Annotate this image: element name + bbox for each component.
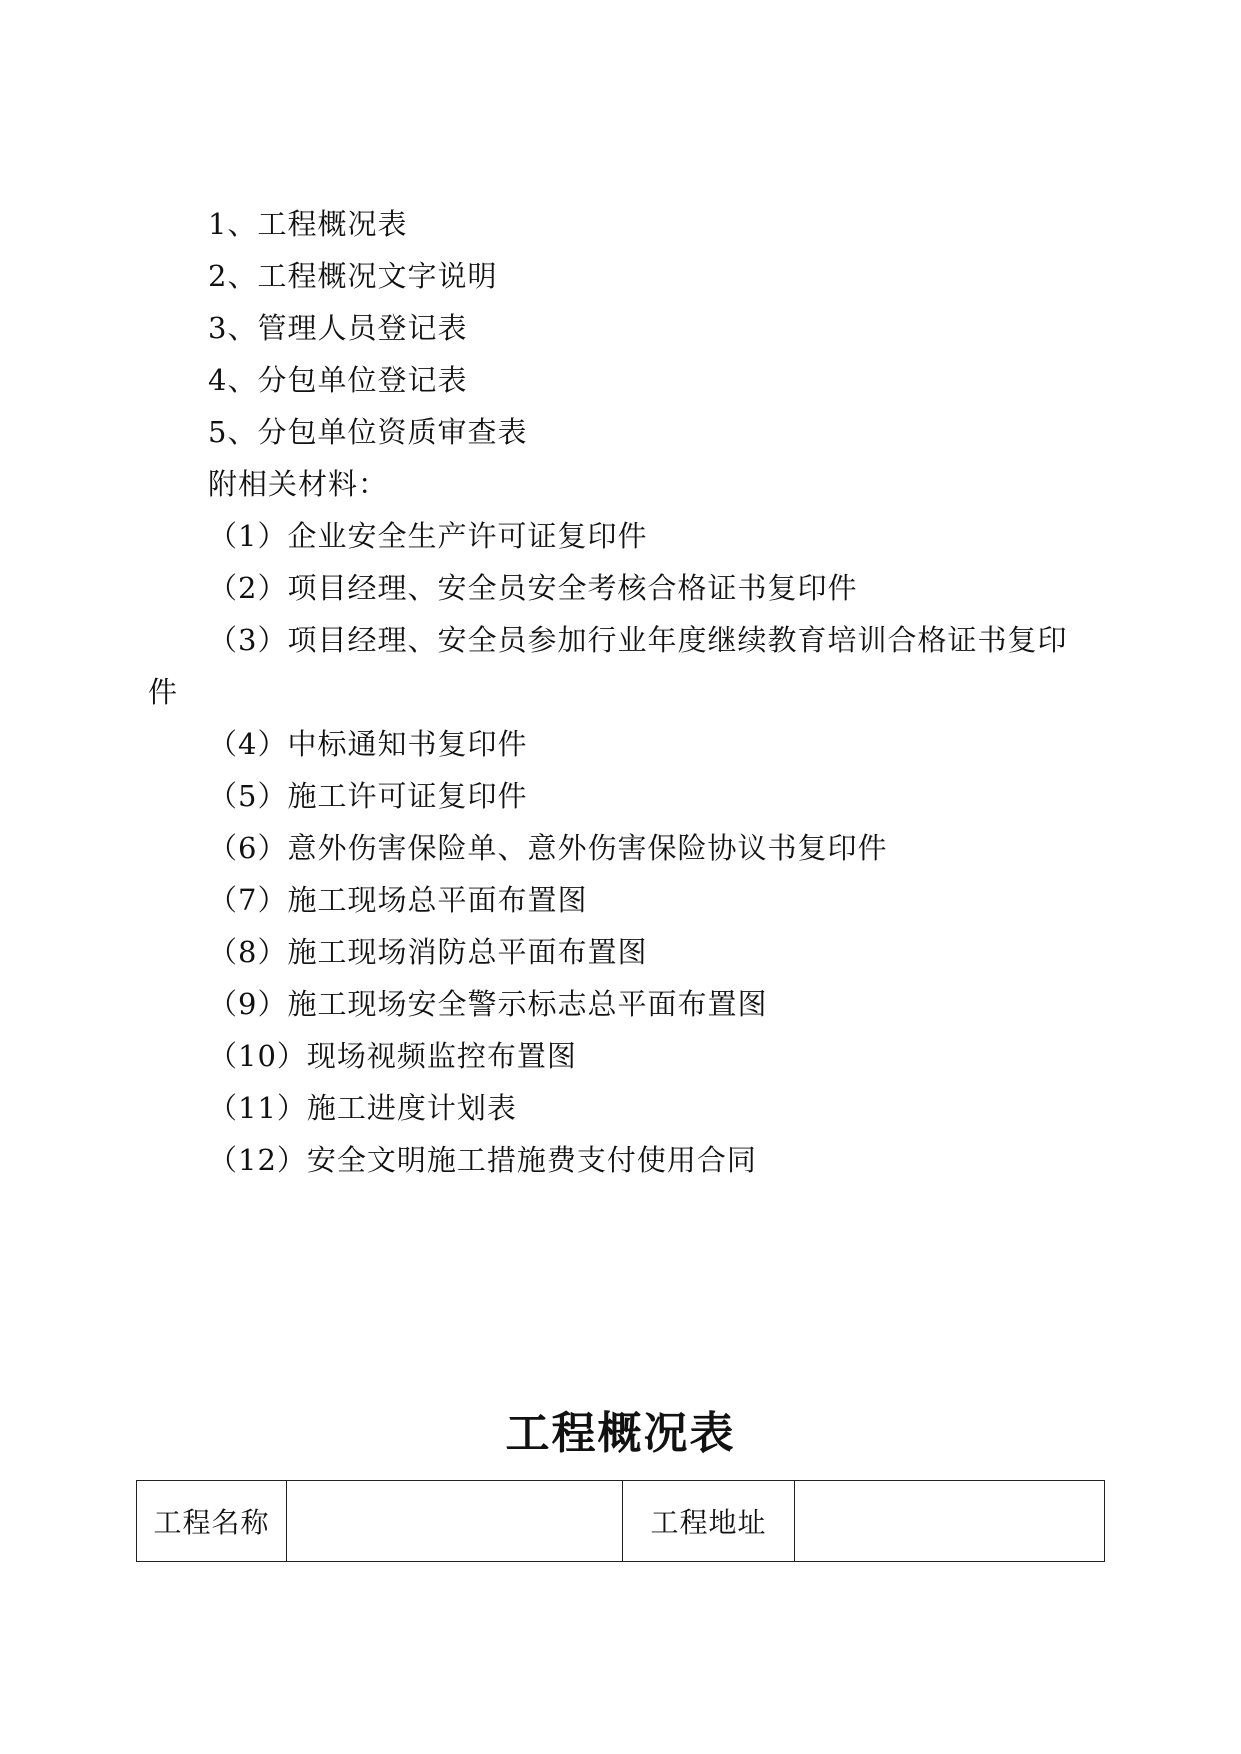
- project-name-value[interactable]: [287, 1481, 623, 1562]
- project-overview-table: [136, 1480, 1105, 1562]
- list-item: 4、分包单位登记表: [208, 363, 468, 397]
- list-item: （4）中标通知书复印件: [208, 727, 528, 761]
- project-name-label: 工程名称: [137, 1481, 287, 1562]
- list-item: （7）施工现场总平面布置图: [208, 883, 588, 917]
- section-label: 附相关材料：: [208, 467, 389, 501]
- list-item: （10）现场视频监控布置图: [208, 1039, 577, 1073]
- list-item: （3）项目经理、安全员参加行业年度继续教育培训合格证书复印: [208, 623, 1068, 657]
- project-address-value[interactable]: [795, 1481, 1105, 1562]
- list-item: （2）项目经理、安全员安全考核合格证书复印件: [208, 571, 858, 605]
- list-item: （8）施工现场消防总平面布置图: [208, 935, 648, 969]
- list-item: （9）施工现场安全警示标志总平面布置图: [208, 987, 768, 1021]
- list-item: （5）施工许可证复印件: [208, 779, 528, 813]
- table-row: [137, 1481, 1105, 1562]
- list-item: 5、分包单位资质审查表: [208, 415, 528, 449]
- list-item: （1）企业安全生产许可证复印件: [208, 519, 648, 553]
- project-address-label: 工程地址: [623, 1481, 795, 1562]
- list-item: （6）意外伤害保险单、意外伤害保险协议书复印件: [208, 831, 888, 865]
- list-item: 3、管理人员登记表: [208, 311, 468, 345]
- list-item-continuation: 件: [148, 675, 179, 709]
- list-item: （11）施工进度计划表: [208, 1091, 517, 1125]
- list-item: 1、工程概况表: [208, 207, 408, 241]
- table-title: 工程概况表: [505, 1408, 736, 1459]
- list-item: （12）安全文明施工措施费支付使用合同: [208, 1143, 757, 1177]
- list-item: 2、工程概况文字说明: [208, 259, 498, 293]
